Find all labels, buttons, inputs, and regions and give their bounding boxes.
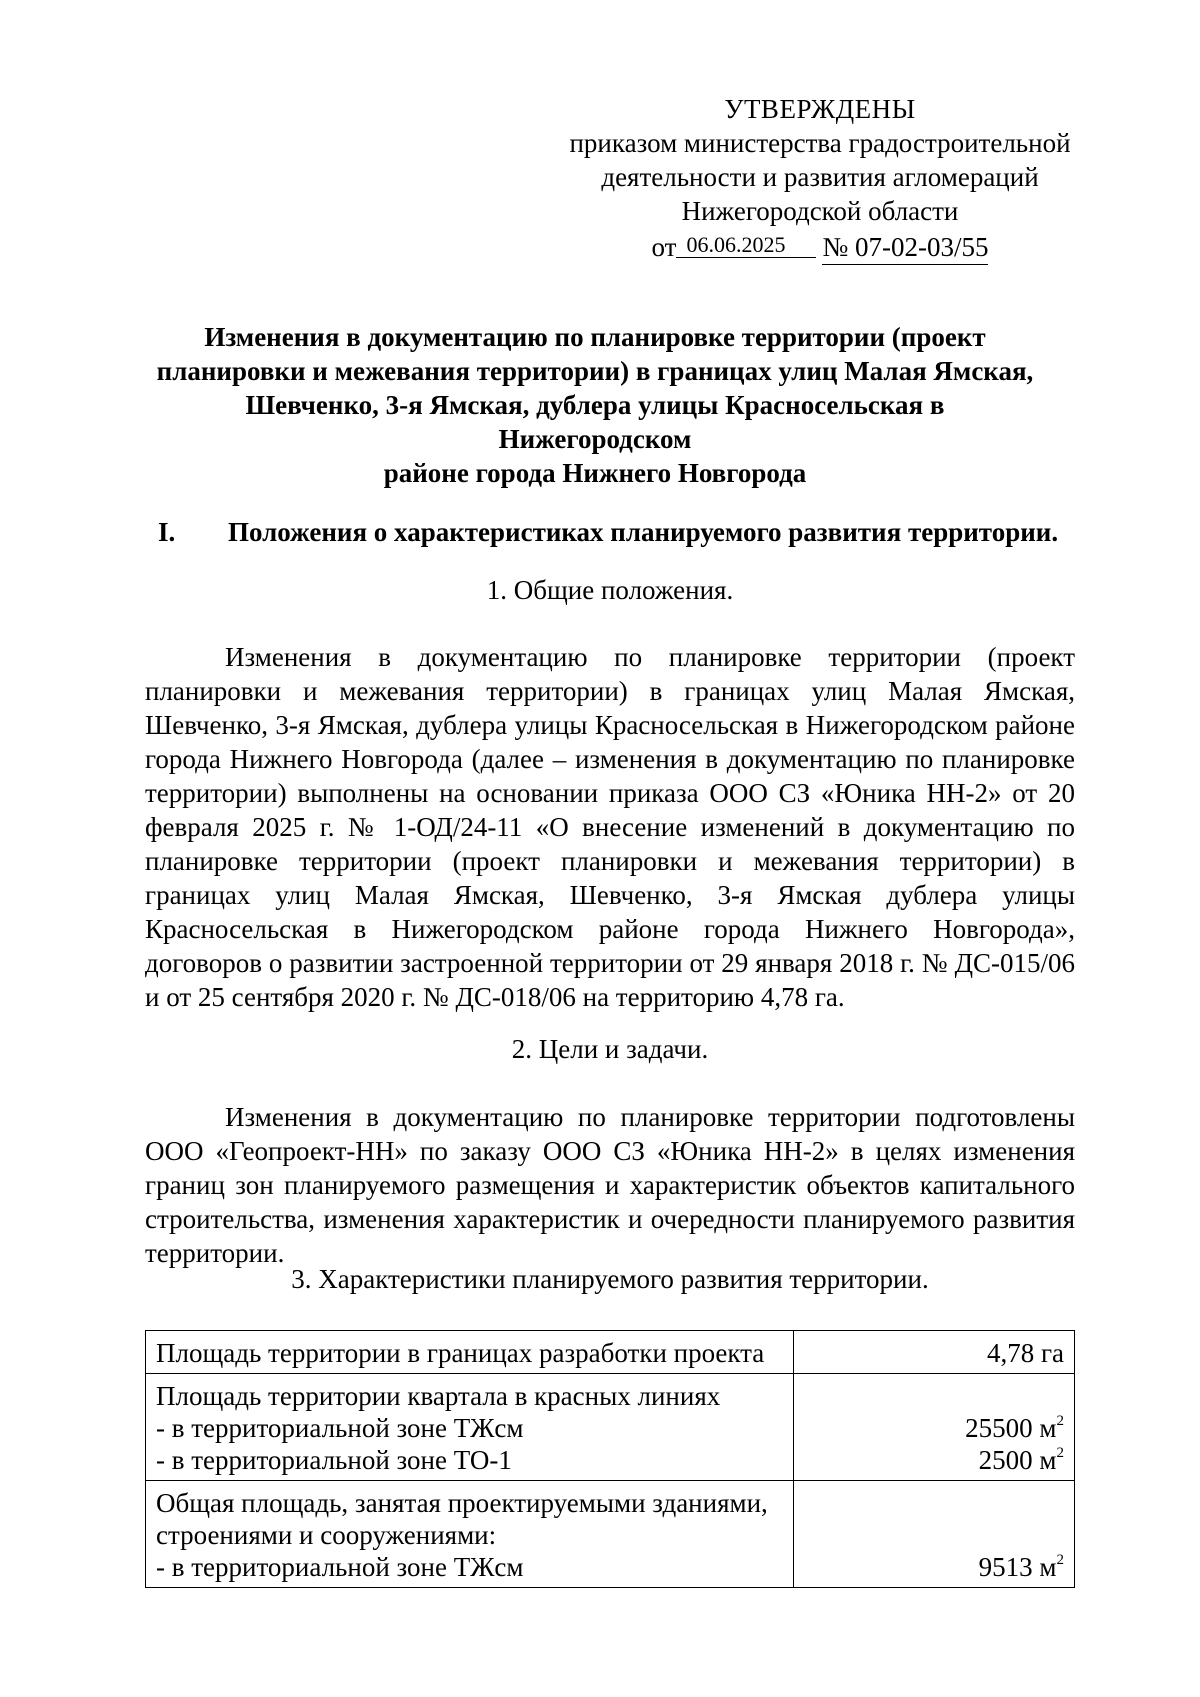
row1-value: 4,78 га bbox=[986, 1338, 1064, 1368]
row3-value-3: 9513 м bbox=[978, 1552, 1057, 1582]
row2-description-line-1: Площадь территории квартала в красных линиях bbox=[156, 1381, 721, 1411]
table-row bbox=[146, 1374, 1075, 1481]
subsection-1-heading: 1. Общие положения. bbox=[486, 575, 734, 605]
table-row bbox=[146, 1481, 1075, 1588]
title-line-3: Шевченко, 3-я Ямская, дублера улицы Красносельская в Нижегородском bbox=[245, 390, 945, 454]
subsection-3-heading: 3. Характеристики планируемого развития территории. bbox=[291, 1264, 929, 1294]
characteristics-table bbox=[145, 1330, 1075, 1588]
order-number: № 07-02-03/55 bbox=[822, 230, 988, 265]
row2-description-line-2: - в территориальной зоне ТЖсм bbox=[156, 1413, 524, 1443]
table-cell-value bbox=[794, 1374, 1075, 1481]
table-cell-description bbox=[146, 1481, 794, 1588]
document-title bbox=[150, 320, 1040, 490]
title-line-1: Изменения в документацию по планировке территории (проект bbox=[204, 322, 986, 352]
approval-line-1: приказом министерства градостроительной bbox=[569, 128, 1071, 158]
order-date: 06.06.2025 bbox=[676, 233, 816, 258]
row2-value-2: 25500 м bbox=[965, 1413, 1057, 1443]
order-line bbox=[560, 230, 1080, 265]
table-cell-description bbox=[146, 1331, 794, 1374]
unit-superscript: 2 bbox=[1056, 1413, 1064, 1429]
subsection-1-text: Изменения в документацию по планировке территории (проект планировки и межевания территории) в границах улиц Малая Ямская, Шевченко, 3-я Ямская, дублера улицы Красносельская в Нижегородском районе города Нижнего Новгорода (далее – изменения в документацию по планировке территории) выполнены на основании приказа ООО СЗ «Юника НН-2» от 20 февраля 2025 г. № 1-ОД/24-11 «О внесение изменений в документацию по планировке территории (проект планировки и межевания территории) в границах улиц Малая Ямская, Шевченко, 3-я Ямская дублера улицы Красносельская в Нижегородском районе города Нижнего Новгорода», договоров о развитии застроенной территории от 29 января 2018 г. № ДС-015/06 и от 25 сентября 2020 г. № ДС-018/06 на территорию 4,78 га. bbox=[145, 642, 1075, 1012]
row3-description-line-2: строениями и сооружениями: bbox=[156, 1520, 497, 1550]
approval-heading: УТВЕРЖДЕНЫ bbox=[724, 94, 916, 124]
table-cell-value bbox=[794, 1331, 1075, 1374]
title-line-2: планировки и межевания территории) в границах улиц Малая Ямская, bbox=[156, 356, 1034, 386]
table-row bbox=[146, 1331, 1075, 1374]
row3-value-line-3 bbox=[804, 1551, 1064, 1583]
subsection-2-heading: 2. Цели и задачи. bbox=[511, 1034, 709, 1064]
row2-value-line-3 bbox=[804, 1444, 1064, 1476]
table-cell-value bbox=[794, 1481, 1075, 1588]
approval-line-3: Нижегородской области bbox=[681, 196, 959, 226]
row1-description: Площадь территории в границах разработки проекта bbox=[156, 1338, 765, 1368]
unit-superscript: 2 bbox=[1056, 1445, 1064, 1461]
approval-line-2: деятельности и развития агломераций bbox=[601, 162, 1039, 192]
row2-value-line-2 bbox=[804, 1412, 1064, 1444]
section-heading bbox=[158, 515, 1078, 549]
subsection-2-text: Изменения в документацию по планировке территории подготовлены ООО «Геопроект-НН» по заказу ООО СЗ «Юника НН-2» в целях изменения границ зон планируемого размещения и характеристик объектов капитального строительства, изменения характеристик и очередности планируемого развития территории. bbox=[145, 1102, 1075, 1268]
title-line-4: районе города Нижнего Новгорода bbox=[383, 458, 807, 488]
approval-block bbox=[560, 92, 1080, 265]
section-title: Положения о характеристиках планируемого развития территории. bbox=[228, 517, 1059, 547]
row2-description-line-3: - в территориальной зоне ТО-1 bbox=[156, 1445, 512, 1475]
row3-description-line-1: Общая площадь, занятая проектируемыми зданиями, bbox=[156, 1488, 768, 1518]
table-cell-description bbox=[146, 1374, 794, 1481]
unit-superscript: 2 bbox=[1056, 1552, 1064, 1568]
row2-value-3: 2500 м bbox=[978, 1445, 1057, 1475]
row3-description-line-3: - в территориальной зоне ТЖсм bbox=[156, 1552, 524, 1582]
from-label: от bbox=[651, 232, 677, 262]
section-number: I. bbox=[158, 517, 176, 547]
